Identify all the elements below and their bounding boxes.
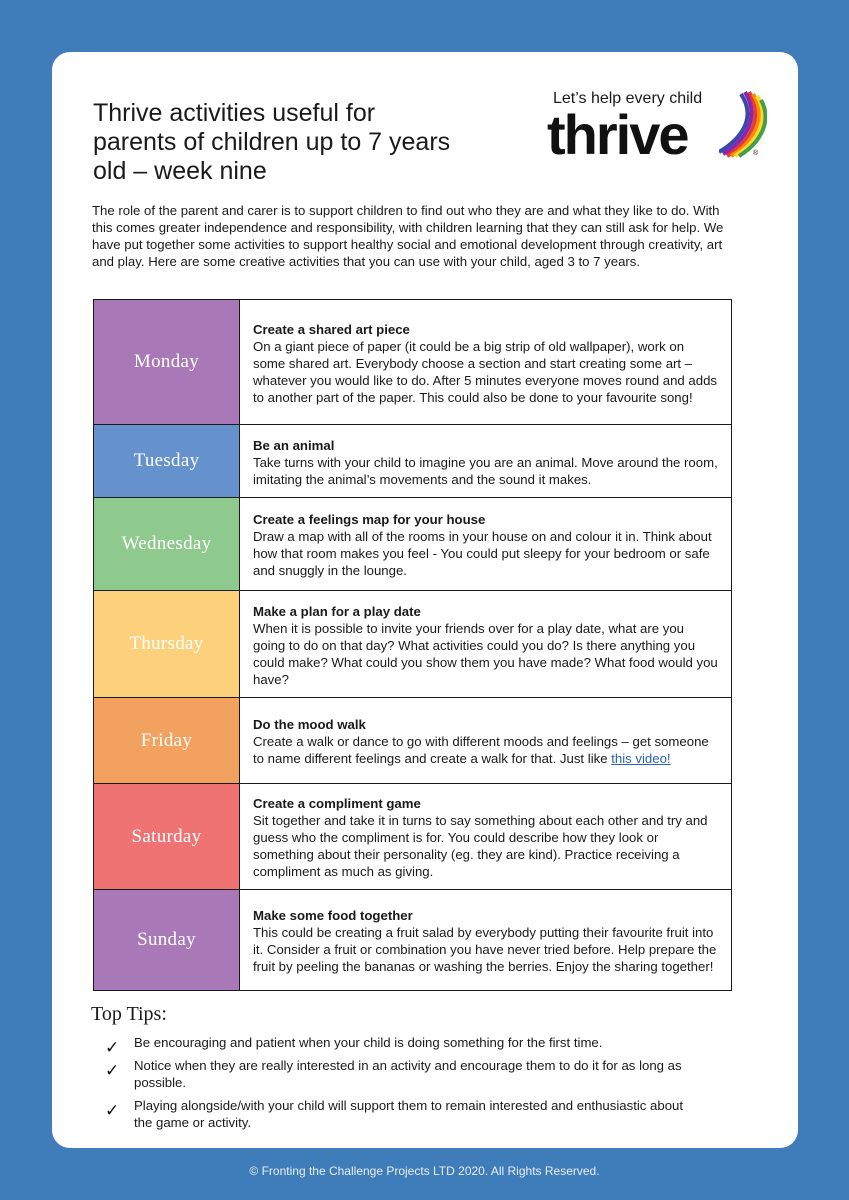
list-item	[105, 1034, 705, 1057]
table-row	[94, 498, 732, 591]
thrive-logo	[547, 88, 767, 168]
checkmark-icon: ✓	[105, 1101, 120, 1120]
activity-cell	[240, 498, 732, 591]
weekly-activities-table	[93, 299, 732, 991]
day-cell-monday: Monday	[94, 300, 240, 425]
logo-registered-mark: ®	[753, 150, 759, 157]
activity-cell	[240, 591, 732, 698]
page-title: Thrive activities useful for parents of children up to 7 years old – week nine	[93, 99, 451, 185]
activity-heading: Create a feelings map for your house	[253, 512, 486, 527]
table-row	[94, 300, 732, 425]
day-cell-tuesday: Tuesday	[94, 425, 240, 498]
table-row	[94, 425, 732, 498]
activity-heading: Make some food together	[253, 908, 413, 923]
rainbow-ribbon-icon	[719, 88, 767, 158]
activity-heading: Create a compliment game	[253, 796, 421, 811]
activity-cell	[240, 784, 732, 890]
tip-text: Notice when they are really interested in an activity and encourage them to do it for as long as possible.	[134, 1058, 682, 1090]
day-cell-saturday: Saturday	[94, 784, 240, 890]
intro-paragraph: The role of the parent and carer is to support children to find out who they are and what they like to do. With this comes greater independence and responsibility, with children learning that they can still ask for help. We have put together some activities to support healthy social and emotional development through creativity, art and play. Here are some creative activities that you can use with your child, aged 3 to 7 years.	[92, 203, 724, 269]
activity-heading: Be an animal	[253, 437, 335, 453]
table-row	[94, 784, 732, 890]
table-row	[94, 698, 732, 784]
activity-text: Draw a map with all of the rooms in your house on and colour it in. Think about how that room makes you feel - You could put sleepy for your bedroom or safe and snuggly in the lounge.	[253, 529, 712, 578]
top-tips-heading: Top Tips:	[91, 1003, 167, 1025]
checkmark-icon: ✓	[105, 1038, 120, 1057]
logo-tagline: Let’s help every child	[553, 90, 703, 107]
list-item	[105, 1097, 705, 1131]
day-cell-friday: Friday	[94, 698, 240, 784]
activity-heading: Do the mood walk	[253, 717, 366, 732]
activity-text: Sit together and take it in turns to say something about each other and try and guess who the compliment is for. You could describe how they look or something about their personality (eg. they are kind). Practice receiving a compliment as much as giving.	[253, 813, 708, 879]
activity-cell	[240, 425, 732, 498]
checkmark-icon: ✓	[105, 1061, 120, 1080]
activity-cell	[240, 890, 732, 991]
copyright-footer: © Fronting the Challenge Projects LTD 2020. All Rights Reserved.	[249, 1164, 600, 1178]
activity-heading: Create a shared art piece	[253, 321, 410, 337]
day-cell-thursday: Thursday	[94, 591, 240, 698]
activity-text: Create a walk or dance to go with different moods and feelings – get someone to name different feelings and create a walk for that. Just like	[253, 734, 709, 766]
activity-text: This could be creating a fruit salad by everybody putting their favourite fruit into it. Consider a fruit or combination you have never tried before. Help prepare the fruit by peeling the bananas or washing the berries. Enjoy the sharing together!	[253, 925, 717, 974]
document-card	[52, 52, 798, 1148]
top-tips-list	[105, 1034, 705, 1137]
table-row	[94, 591, 732, 698]
activity-text: On a giant piece of paper (it could be a big strip of old wallpaper), work on some shared art. Everybody choose a section and start creating some art – whatever you would like to do. After 5 minutes everyone moves round and adds to another part of the paper. This could also be done to your favourite song!	[253, 338, 718, 405]
table-row	[94, 890, 732, 991]
day-cell-sunday: Sunday	[94, 890, 240, 991]
tip-text: Playing alongside/with your child will support them to remain interested and enthusiastic about the game or activity.	[134, 1098, 684, 1130]
logo-word: thrive	[547, 103, 688, 166]
activity-heading: Make a plan for a play date	[253, 603, 421, 619]
activity-text: Take turns with your child to imagine you are an animal. Move around the room, imitating the animal’s movements and the sound it makes.	[253, 454, 718, 487]
video-link[interactable]: this video!	[611, 751, 671, 766]
activity-text: When it is possible to invite your friends over for a play date, what are you going to do on that day? What activities could you do? Is there anything you could make? What could you show them you have made? What food would you have?	[253, 620, 718, 687]
activity-cell	[240, 300, 732, 425]
activity-cell	[240, 698, 732, 784]
day-cell-wednesday: Wednesday	[94, 498, 240, 591]
tip-text: Be encouraging and patient when your child is doing something for the first time.	[134, 1035, 603, 1050]
list-item	[105, 1057, 705, 1091]
